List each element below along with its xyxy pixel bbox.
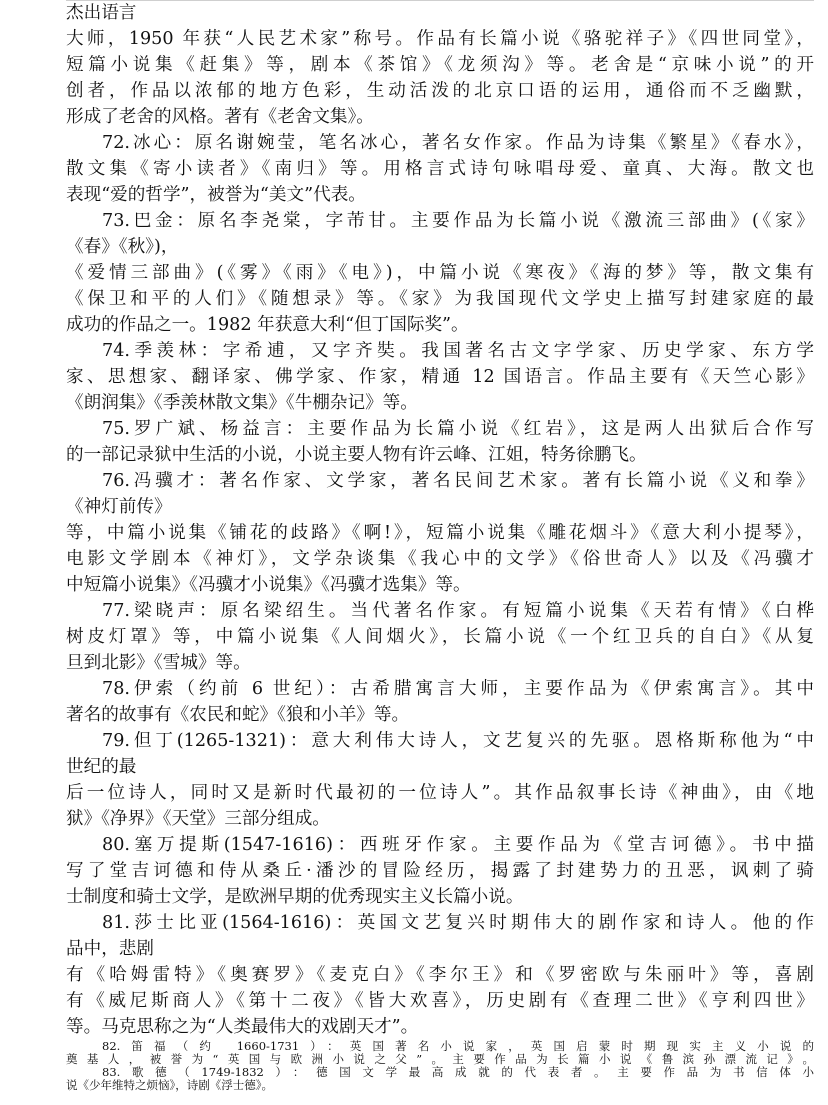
- text-line: 散文集《寄小读者》《南归》等。用格言式诗句咏唱母爱、童真、大海。散文也: [66, 159, 814, 179]
- text-line: 品中，悲剧: [66, 939, 154, 959]
- text-line: 旦到北影》《雪城》等。: [66, 653, 251, 673]
- text-line: 形成了老舍的风格。著有《老舍文集》。: [66, 107, 374, 127]
- paragraph-start-line: 75.罗广斌、杨益言：主要作品为长篇小说《红岩》，这是两人出狱后合作写: [102, 419, 814, 439]
- text-line: 电影文学剧本《神灯》，文学杂谈集《我心中的文学》《俗世奇人》以及《冯骥才: [66, 549, 814, 569]
- text-line: 等，中篇小说集《铺花的歧路》《啊!》，短篇小说集《雕花烟斗》《意大利小提琴》，: [66, 523, 814, 543]
- paragraph-start-line: 72.冰心：原名谢婉莹，笔名冰心，著名女作家。作品为诗集《繁星》《春水》，: [102, 133, 814, 153]
- text-line: 等。马克思称之为“人类最伟大的戏剧天才”。: [66, 1017, 419, 1037]
- paragraph-start-line: 83.歌德（1749-1832）：德国文学最高成就的代表者。主要作品为书信体小: [102, 1066, 814, 1079]
- text-line: 有《哈姆雷特》《奥赛罗》《麦克白》《李尔王》和《罗密欧与朱丽叶》等，喜剧: [66, 965, 814, 985]
- text-line: 士制度和骑士文学，是欧洲早期的优秀现实主义长篇小说。: [66, 887, 524, 907]
- text-line: 世纪的最: [66, 757, 137, 777]
- text-line: 表现“爱的哲学”，被誉为“美文”代表。: [66, 185, 366, 205]
- paragraph-start-line: 81.莎士比亚(1564-1616)：英国文艺复兴时期伟大的剧作家和诗人。他的作: [102, 913, 814, 933]
- text-line: 后一位诗人，同时又是新时代最初的一位诗人”。其作品叙事长诗《神曲》，由《地: [66, 783, 814, 803]
- paragraph-start-line: 78.伊索（约前 6 世纪）：古希腊寓言大师，主要作品为《伊索寓言》。其中: [102, 679, 814, 699]
- text-line: 的一部记录狱中生活的小说，小说主要人物有许云峰、江姐，特务徐鹏飞。: [66, 445, 647, 465]
- text-line: 奠基人，被誉为“英国与欧洲小说之父”。主要作品为长篇小说《鲁滨孙漂流记》。: [66, 1053, 814, 1066]
- text-line: 《朗润集》《季羡林散文集》《牛棚杂记》等。: [66, 393, 418, 413]
- text-line: 《神灯前传》: [66, 497, 172, 517]
- text-line: 有《威尼斯商人》《第十二夜》《皆大欢喜》，历史剧有《查理二世》《亨利四世》: [66, 991, 814, 1011]
- text-line: 《保卫和平的人们》《随想录》等。《家》为我国现代文学史上描写封建家庭的最: [66, 289, 814, 309]
- text-line: 家、思想家、翻译家、佛学家、作家，精通 12 国语言。作品主要有《天竺心影》: [66, 367, 814, 387]
- text-line: 短篇小说集《赶集》等，剧本《茶馆》《龙须沟》等。老舍是“京味小说”的开: [66, 55, 814, 75]
- text-line: 创者，作品以浓郁的地方色彩，生动活泼的北京口语的运用，通俗而不乏幽默，: [66, 81, 814, 101]
- paragraph-start-line: 79.但丁(1265-1321)：意大利伟大诗人，文艺复兴的先驱。恩格斯称他为“中: [102, 731, 814, 751]
- paragraph-start-line: 80.塞万提斯(1547-1616)：西班牙作家。主要作品为《堂吉诃德》。书中描: [102, 835, 814, 855]
- text-line: 树皮灯罩》等，中篇小说集《人间烟火》，长篇小说《一个红卫兵的自白》《从复: [66, 627, 814, 647]
- text-line: 大师，1950 年获“人民艺术家”称号。作品有长篇小说《骆驼祥子》《四世同堂》，: [66, 29, 814, 49]
- paragraph-start-line: 73.巴金：原名李尧棠，字芾甘。主要作品为长篇小说《激流三部曲》(《家》: [102, 211, 814, 231]
- text-line: 杰出语言: [66, 3, 137, 23]
- text-line: 《爱情三部曲》(《雾》《雨》《电》)，中篇小说《寒夜》《海的梦》等，散文集有: [66, 263, 814, 283]
- text-line: 《春》《秋》)，: [66, 237, 179, 257]
- text-line: 狱》《净界》《天堂》三部分组成。: [66, 809, 330, 829]
- text-line: 写了堂吉诃德和侍从桑丘·潘沙的冒险经历，揭露了封建势力的丑恶，讽刺了骑: [66, 861, 814, 881]
- paragraph-start-line: 76.冯骥才：著名作家、文学家，著名民间艺术家。著有长篇小说《义和拳》: [102, 471, 814, 491]
- paragraph-start-line: 74.季羡林：字希逋，又字齐奘。我国著名古文字学家、历史学家、东方学: [102, 341, 814, 361]
- paragraph-start-line: 77.梁晓声：原名梁绍生。当代著名作家。有短篇小说集《天若有情》《白桦: [102, 601, 814, 621]
- text-line: 说《少年维特之烦恼》，诗剧《浮士德》。: [66, 1079, 273, 1092]
- paragraph-start-line: 82.笛福（约 1660-1731）：英国著名小说家，英国启蒙时期现实主义小说的: [102, 1040, 814, 1053]
- text-line: 成功的作品之一。1982 年获意大利“但丁国际奖”。: [66, 315, 469, 335]
- text-line: 中短篇小说集》《冯骥才小说集》《冯骥才选集》等。: [66, 575, 471, 595]
- text-line: 著名的故事有《农民和蛇》《狼和小羊》等。: [66, 705, 410, 725]
